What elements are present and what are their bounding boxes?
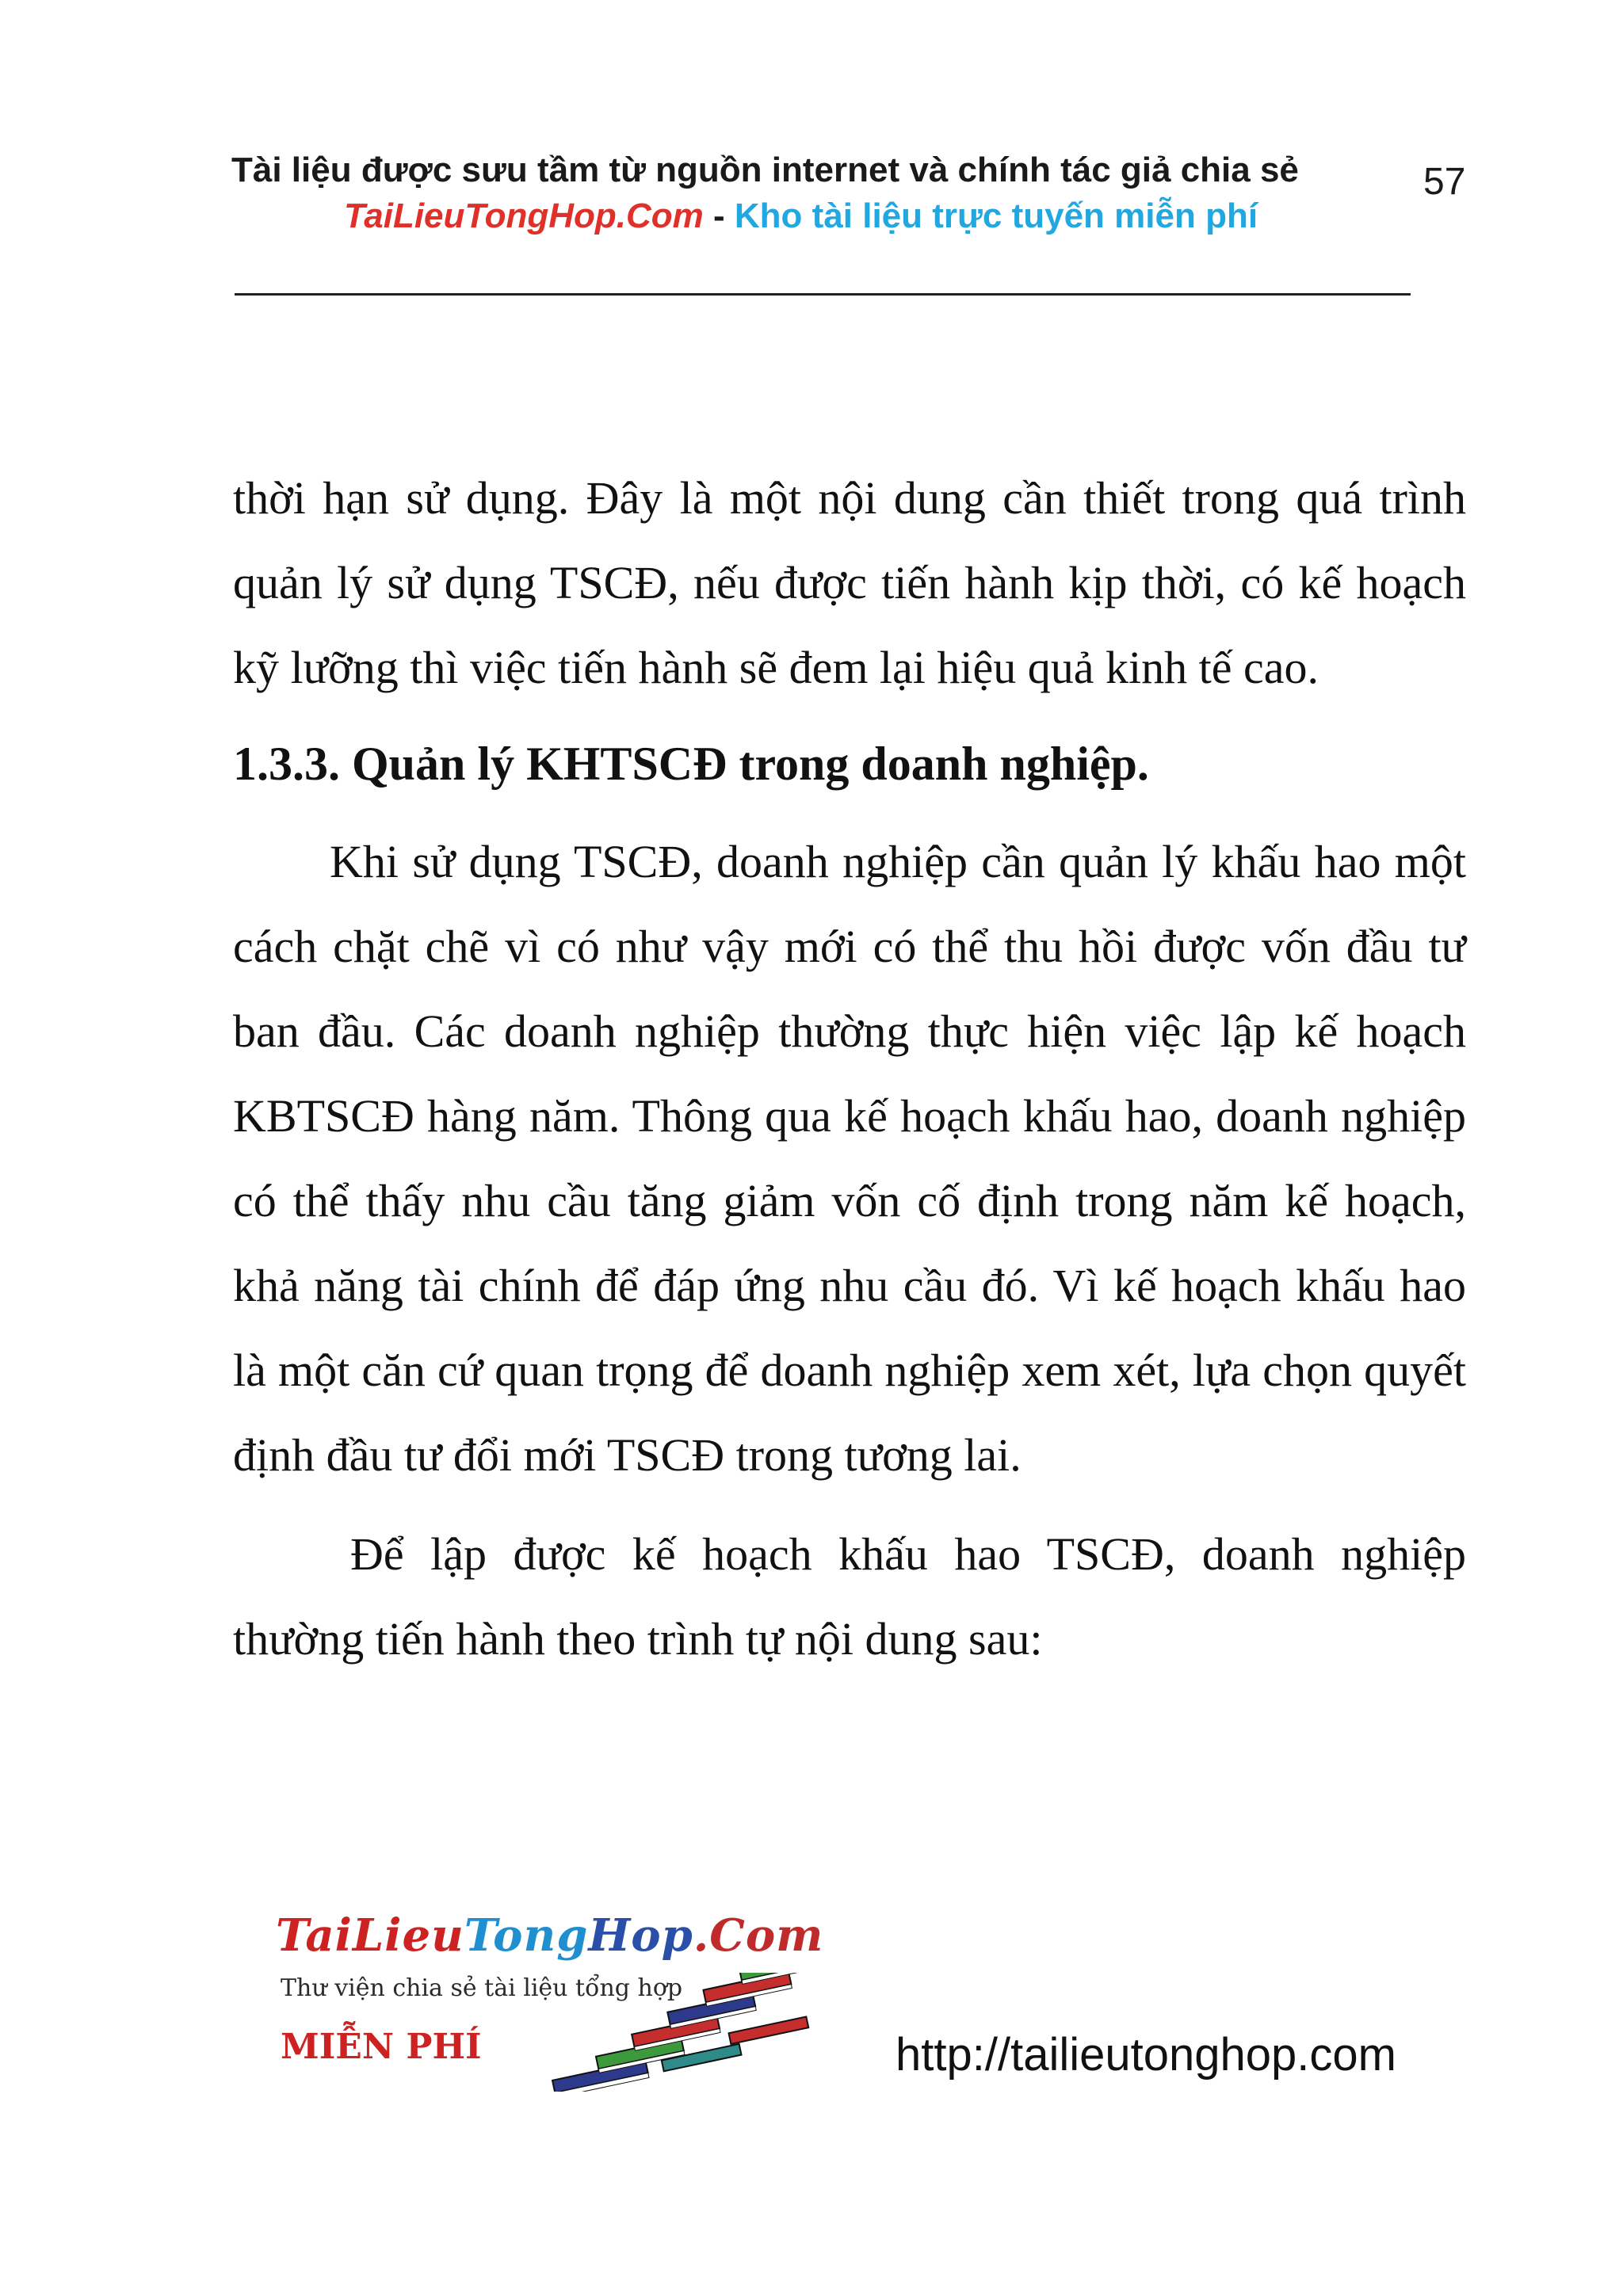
logo-title-part1: TaiLieu [276,1909,464,1962]
footer-url-link[interactable]: http://tailieutonghop.com [896,2029,1396,2081]
body-paragraph-3: Để lập được kế hoạch khấu hao TSCĐ, doanh nghiệp thường tiến hành theo trình tự nội dung sau: [233,1528,1466,1665]
header-divider [235,293,1411,296]
document-body [233,456,1466,1681]
logo-title-part4: .Com [693,1909,824,1962]
logo-title-part2: Tong [464,1909,589,1962]
header-title: Tài liệu được sưu tầm từ nguồn internet và chính tác giả chia sẻ [231,151,1299,189]
logo-title-part3: Hop [588,1909,693,1962]
logo-free-label: MIỄN PHÍ [281,2027,482,2067]
section-heading: 1.3.3. Quản lý KHTSCĐ trong doanh nghiệp. [233,738,1149,790]
books-icon [514,1973,854,2092]
page-number: 57 [1423,161,1466,203]
header-separator: - [703,196,735,235]
body-paragraph-1: thời hạn sử dụng. Đây là một nội dung cần thiết trong quá trình quản lý sử dụng TSCĐ, nếu được tiến hành kịp thời, có kế hoạch kỹ lưỡng thì việc tiến hành sẽ đem lại hiệu quả kinh tế cao. [233,472,1466,693]
header-tagline: Kho tài liệu trực tuyến miễn phí [734,196,1258,235]
logo-title [276,1909,823,1962]
logo-subtitle: Thư viện chia sẻ tài liệu tổng hợp [281,1974,683,2002]
header-site-line [231,196,1515,236]
body-paragraph-2: Khi sử dụng TSCĐ, doanh nghiệp cần quản lý khấu hao một cách chặt chẽ vì có như vậy mới có thể thu hồi được vốn đầu tư ban đầu. Các doanh nghiệp thường thực hiện việc lập kế hoạch KBTSCĐ hàng năm. Thông qua kế hoạch khấu hao, doanh nghiệp có thể thấy nhu cầu tăng giảm vốn cố định trong năm kế hoạch, khả năng tài chính để đáp ứng nhu cầu đó. Vì kế hoạch khấu hao là một căn cứ quan trọng để doanh nghiệp xem xét, lựa chọn quyết định đầu tư đổi mới TSCĐ trong tương lai. [233,836,1466,1481]
header-site-link[interactable]: TaiLieuTongHop.Com [344,196,704,235]
site-logo[interactable] [276,1909,894,2100]
page-header [231,151,1515,236]
header-title-line [231,151,1515,203]
